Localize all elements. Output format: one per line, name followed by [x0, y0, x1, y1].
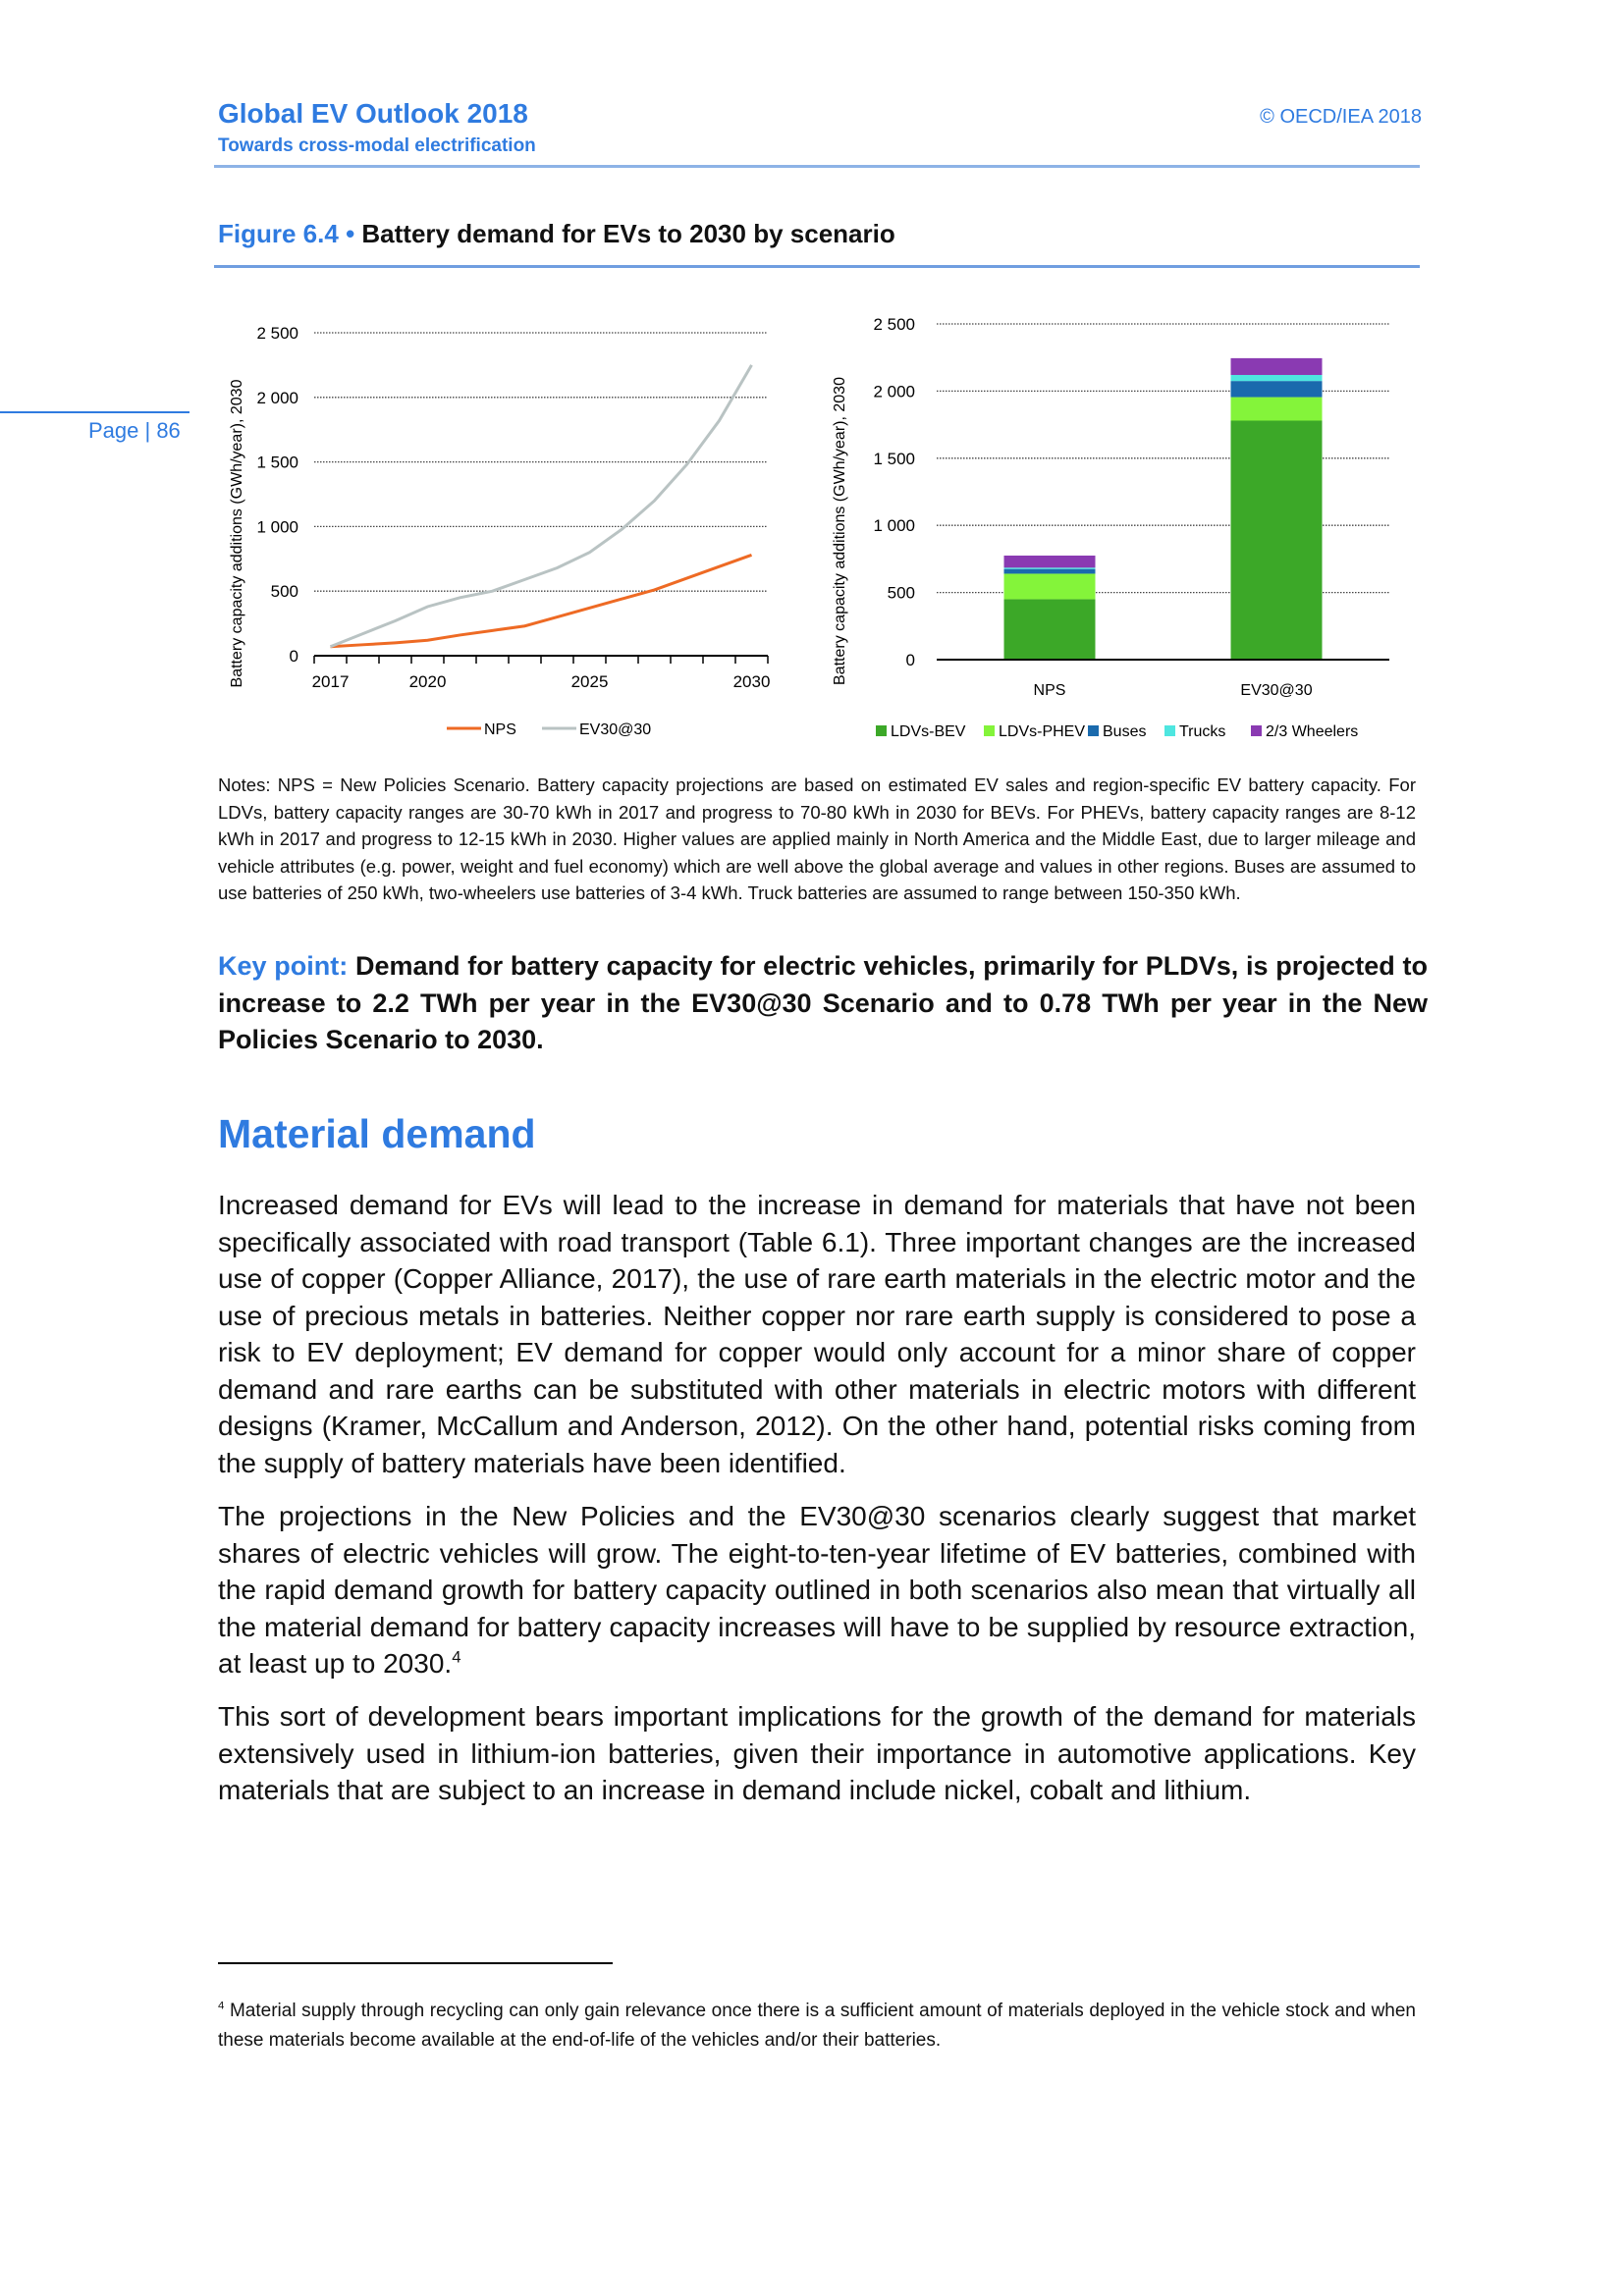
paragraph: This sort of development bears important implications for the growth of the demand for materials extensively used in lithium-ion batteries, given their importance in automotive applications. Key materials that are subject to an increase in demand include nickel, cobalt and lithium. — [218, 1701, 1416, 1805]
legend-swatch — [1164, 725, 1175, 736]
legend-swatch — [876, 725, 887, 736]
bar-segment-trucks — [1231, 375, 1323, 381]
y-tick-label: 2 500 — [256, 324, 298, 343]
bar-segment-ldvs-phev — [1231, 398, 1323, 421]
bar-segment-ldvs-phev — [1004, 573, 1096, 599]
stacked-bar-chart — [825, 294, 1414, 756]
legend-label: 2/3 Wheelers — [1266, 723, 1359, 740]
legend-label: NPS — [484, 721, 516, 738]
series-line-nps — [331, 555, 752, 646]
legend-label: Trucks — [1179, 723, 1226, 740]
figure-title — [218, 219, 895, 249]
section-heading: Material demand — [218, 1111, 536, 1156]
y-axis-label: Battery capacity additions (GWh/year), 2030 — [229, 379, 245, 688]
footnote — [218, 1997, 1416, 2056]
y-axis-label: Battery capacity additions (GWh/year), 2030 — [832, 377, 848, 685]
footnote-text: Material supply through recycling can only gain relevance once there is a sufficient amount of materials deployed in the vehicle stock and when these materials become available at the end-of-life of the vehicles and/or their batteries. — [218, 2001, 1416, 2051]
series-line-ev30-30 — [331, 365, 752, 647]
x-tick-label: 2020 — [408, 672, 447, 691]
legend-swatch — [1088, 725, 1099, 736]
y-tick-label: 1 500 — [873, 449, 915, 468]
page-margin-rule — [0, 411, 189, 413]
x-tick-label: 2025 — [570, 672, 609, 691]
bar-segment-trucks — [1004, 567, 1096, 568]
bar-segment-ldvs-bev — [1004, 599, 1096, 660]
document-title: Global EV Outlook 2018 — [218, 98, 528, 129]
y-tick-label: 2 000 — [873, 382, 915, 401]
x-tick-label: EV30@30 — [1240, 682, 1313, 699]
footnote-number: 4 — [218, 2000, 225, 2012]
paragraph — [218, 1498, 1416, 1682]
paragraph: Increased demand for EVs will lead to the increase in demand for materials that have not been specifically associated with road transport (Table 6.1). Three important changes are the increased use of copper (Copper Alliance, 2017), the use of rare earth materials in the electric motor and the use of precious metals in batteries. Neither copper nor rare earth supply is considered to pose a risk to EV deployment; EV demand for copper would only account for a minor share of copper demand and rare earths can be substituted with other materials in electric motors with different designs (Kramer, McCallum and Anderson, 2012). On the other hand, potential risks coming from the supply of battery materials have been identified. — [218, 1190, 1416, 1478]
bar-segment-2-3-wheelers — [1231, 358, 1323, 375]
figure-notes: Notes: NPS = New Policies Scenario. Battery capacity projections are based on estimated EV sales and region-specific EV battery capacity. For LDVs, battery capacity ranges are 30-70 kWh in 2017 and progress to 70-80 kWh in 2030 for BEVs. For PHEVs, battery capacity ranges are 8-12 kWh in 2017 and progress to 12-15 kWh in 2030. Higher values are applied mainly in North America and the Middle East, due to larger mileage and vehicle attributes (e.g. power, weight and fuel economy) which are well above the global average and values in other regions. Buses are assumed to use batteries of 250 kWh, two-wheelers use batteries of 3-4 kWh. Truck batteries are assumed to range between 150-350 kWh. — [218, 774, 1416, 904]
figure-number: Figure 6.4 — [218, 219, 339, 248]
copyright: © OECD/IEA 2018 — [1260, 106, 1422, 128]
paragraph-text: The projections in the New Policies and the EV30@30 scenarios clearly suggest that market shares of electric vehicles will grow. The eight-to-ten-year lifetime of EV batteries, combined with the rapid demand growth for battery capacity outlined in both scenarios also mean that virtually all the material demand for battery capacity increases will have to be supplied by resource extraction, at least up to 2030. — [218, 1501, 1416, 1679]
figure-caption: Battery demand for EVs to 2030 by scenario — [361, 219, 895, 248]
key-point-label: Key point: — [218, 951, 349, 981]
footnote-rule — [218, 1962, 613, 1964]
y-tick-label: 1 000 — [256, 517, 298, 537]
y-tick-label: 2 500 — [873, 315, 915, 334]
bar-segment-ldvs-bev — [1231, 420, 1323, 660]
y-tick-label: 0 — [905, 651, 915, 669]
x-tick-label: 2017 — [311, 672, 350, 691]
y-tick-label: 0 — [289, 647, 298, 666]
bar-segment-buses — [1231, 381, 1323, 397]
legend-label: LDVs-BEV — [891, 723, 966, 740]
legend-label: Buses — [1103, 723, 1147, 740]
line-chart — [196, 294, 805, 756]
legend-label: LDVs-PHEV — [999, 723, 1086, 740]
header-rule — [214, 165, 1420, 168]
legend-swatch — [1251, 725, 1262, 736]
y-tick-label: 500 — [270, 582, 298, 602]
document-subtitle: Towards cross-modal electrification — [218, 135, 536, 156]
figure-bullet: • — [346, 219, 355, 248]
key-point-text: Demand for battery capacity for electric vehicles, primarily for PLDVs, is projected to increase to 2.2 TWh per year in the EV30@30 Scenario and to 0.78 TWh per year in the New Policies Scenario to 2030. — [218, 951, 1428, 1054]
page-number: Page | 86 — [88, 418, 181, 443]
bar-segment-buses — [1004, 569, 1096, 574]
y-tick-label: 500 — [887, 583, 915, 603]
key-point — [218, 948, 1428, 1059]
y-tick-label: 1 000 — [873, 516, 915, 536]
footnote-ref: 4 — [452, 1647, 461, 1667]
y-tick-label: 1 500 — [256, 453, 298, 472]
figure-rule — [214, 265, 1420, 268]
y-tick-label: 2 000 — [256, 388, 298, 407]
x-tick-label: 2030 — [732, 672, 771, 691]
x-tick-label: NPS — [1033, 682, 1066, 699]
legend-label: EV30@30 — [579, 721, 652, 738]
legend-swatch — [984, 725, 995, 736]
bar-segment-2-3-wheelers — [1004, 556, 1096, 567]
